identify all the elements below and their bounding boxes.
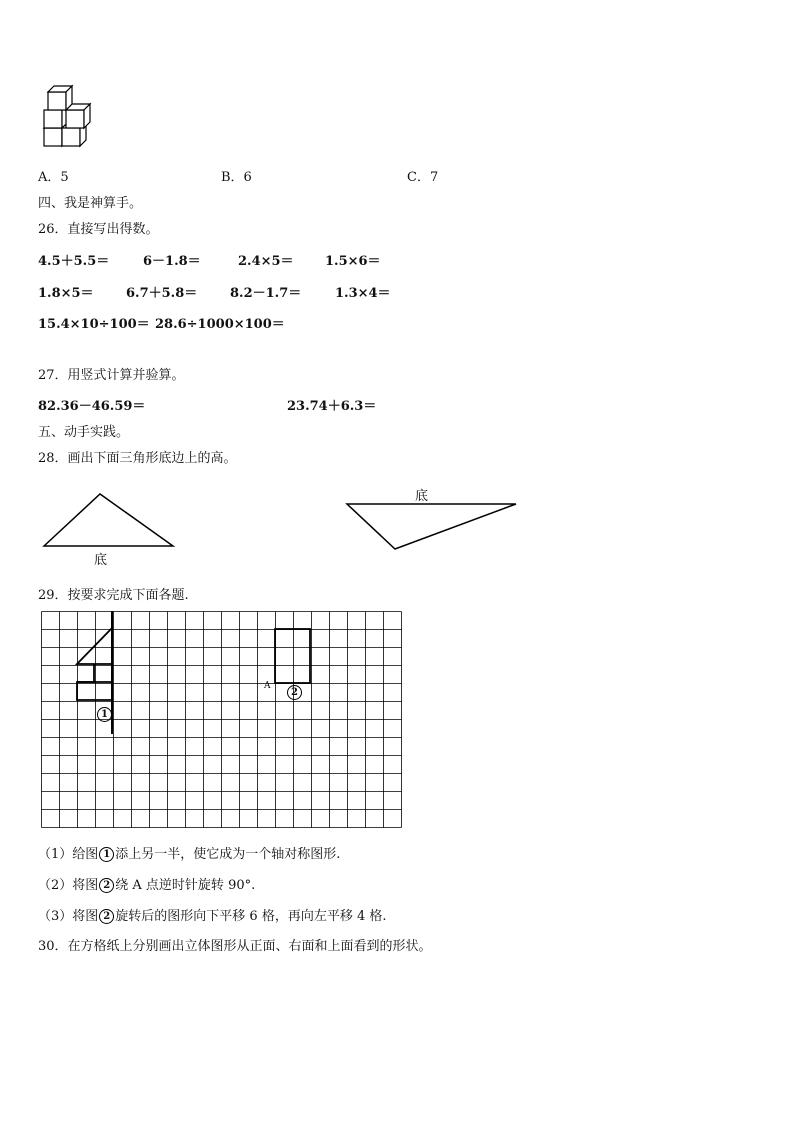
q26-r1-c1: 4.5＋5.5＝	[38, 254, 110, 269]
q27-title: 27．用竖式计算并验算。	[38, 368, 185, 383]
q27-expr-1: 82.36－46.59＝	[38, 399, 146, 414]
option-b: B．6	[221, 170, 252, 185]
q26-r2-c2: 6.7＋5.8＝	[126, 286, 198, 301]
q29-title: 29．按要求完成下面各题.	[38, 588, 189, 603]
q26-r1-c2: 6－1.8＝	[143, 254, 201, 269]
figure-2-marker: 2	[286, 685, 303, 700]
q29-sub-1: （1）给图 1 添上另一半，使它成为一个轴对称图形.	[38, 847, 341, 862]
q26-r2-c1: 1.8×5＝	[38, 286, 94, 301]
q28-title: 28．画出下面三角形底边上的高。	[38, 451, 237, 466]
q26-r1-c4: 1.5×6＝	[325, 254, 381, 269]
q30-title: 30．在方格纸上分别画出立体图形从正面、右面和上面看到的形状。	[38, 939, 432, 954]
figure-1-marker: 1	[96, 707, 113, 722]
option-c: C．7	[407, 170, 439, 185]
triangle-1-base-label: 底	[94, 553, 108, 568]
option-a: A．5	[38, 170, 69, 185]
triangle-2-base-label: 底	[415, 489, 429, 504]
q26-r3-c2: 28.6÷1000×100＝	[155, 317, 285, 332]
q27-expr-2: 23.74＋6.3＝	[287, 399, 377, 414]
section-4-heading: 四、我是神算手。	[38, 196, 143, 211]
q26-r2-c4: 1.3×4＝	[335, 286, 391, 301]
q26-r3-c1: 15.4×10÷100＝	[38, 317, 150, 332]
q29-sub-2: （2）将图 2 绕 A 点逆时针旋转 90°.	[38, 878, 256, 893]
q26-r2-c3: 8.2－1.7＝	[230, 286, 302, 301]
section-5-heading: 五、动手实践。	[38, 425, 130, 440]
point-a-label: A	[264, 681, 271, 691]
q26-title: 26．直接写出得数。	[38, 222, 159, 237]
q29-sub-3: （3）将图 2 旋转后的图形向下平移 6 格，再向左平移 4 格.	[38, 909, 387, 924]
q26-r1-c3: 2.4×5＝	[238, 254, 294, 269]
